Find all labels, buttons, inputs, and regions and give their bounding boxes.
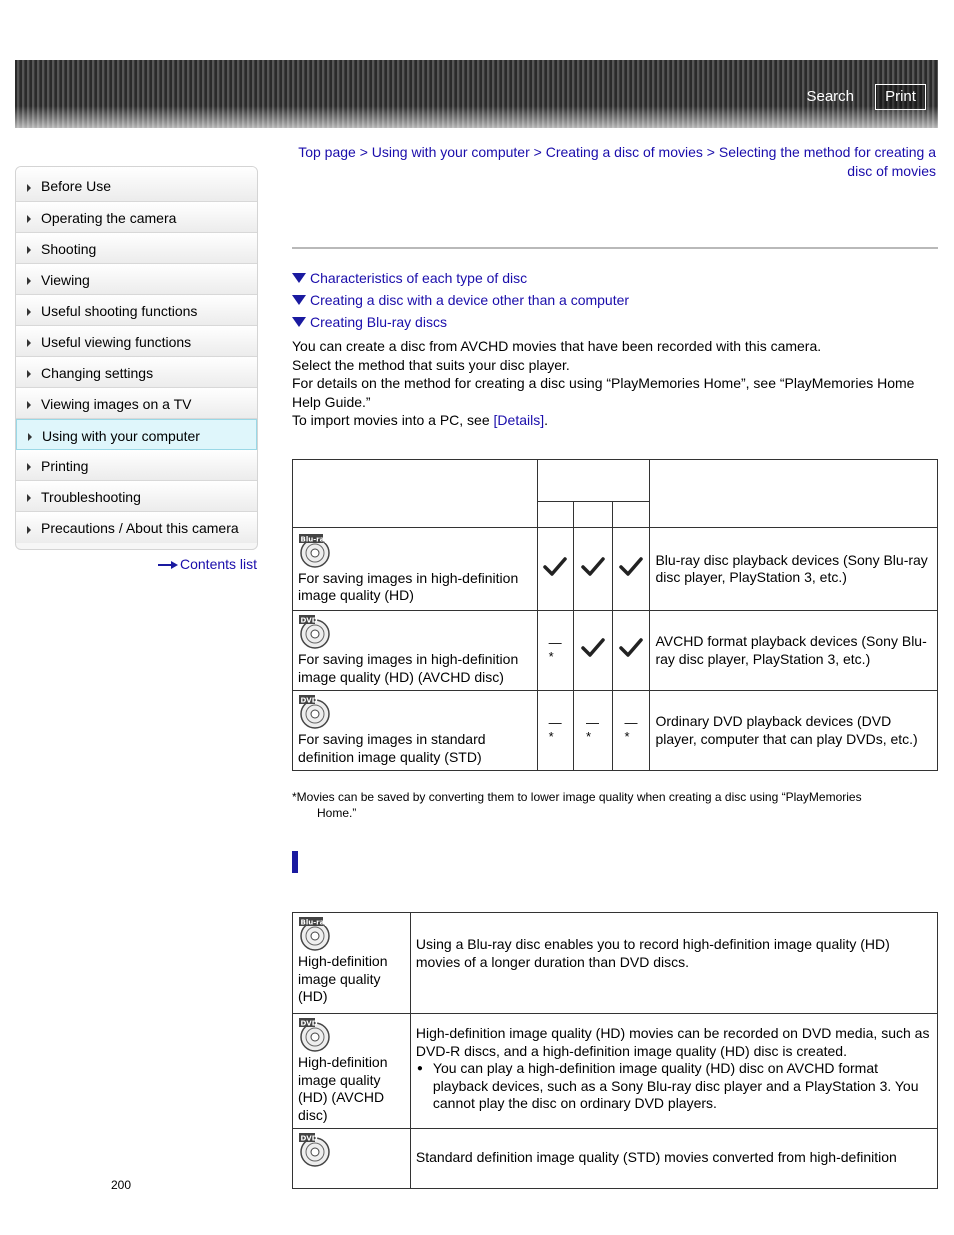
arrow-right-icon	[28, 433, 32, 441]
table-row	[293, 528, 538, 611]
arrow-right-icon	[27, 463, 31, 471]
arrow-right-icon	[158, 561, 178, 569]
arrow-right-icon	[27, 277, 31, 285]
row-description: For saving images in high-definition image quality (HD) (AVCHD disc)	[298, 651, 519, 685]
table-header-cell	[650, 460, 938, 528]
breadcrumb-separator: >	[529, 144, 546, 160]
dvd-disc-icon	[298, 695, 332, 729]
triangle-down-icon	[292, 317, 306, 327]
jump-link-characteristics[interactable]	[292, 270, 527, 286]
sidebar-item-label: Useful shooting functions	[41, 303, 198, 319]
details-link[interactable]: [Details]	[493, 412, 545, 428]
arrow-right-icon	[27, 184, 31, 192]
dash-mark	[586, 716, 599, 744]
jump-link-label: Creating a disc with a device other than a computer	[310, 292, 630, 308]
page-number: 200	[111, 1178, 132, 1192]
disc-characteristics-table	[292, 912, 938, 1189]
description-text: High-definition image quality (HD) movies can be recorded on DVD media, such as DVD-R discs, and a high-definition image quality (HD) disc is created.	[415, 1025, 930, 1059]
sidebar-item-label: Useful viewing functions	[41, 334, 192, 350]
disc-label: Blu-ray	[300, 535, 329, 543]
intro-text-prefix: To import movies into a PC, see	[292, 412, 494, 428]
arrow-right-icon	[27, 339, 31, 347]
arrow-right-icon	[27, 246, 31, 254]
jump-link-bluray[interactable]	[292, 314, 447, 330]
table-row	[293, 1014, 411, 1129]
dvd-disc-icon	[298, 1133, 332, 1167]
row-description: For saving images in standard definition image quality (STD)	[298, 731, 486, 765]
arrow-right-icon	[27, 308, 31, 316]
sidebar-item-changing-settings[interactable]	[16, 357, 257, 388]
jump-link-other-device[interactable]	[292, 292, 629, 308]
sidebar-nav	[15, 166, 258, 550]
print-button[interactable]: Print	[875, 84, 926, 110]
triangle-down-icon	[292, 295, 306, 305]
footnote	[292, 789, 932, 821]
sidebar-item-troubleshooting[interactable]	[16, 481, 257, 512]
asterisk: *	[586, 728, 592, 744]
disc-label: DVD	[300, 696, 318, 705]
dash-mark	[549, 716, 562, 744]
dash-glyph: —	[586, 714, 600, 730]
sidebar-item-before-use[interactable]	[16, 167, 257, 202]
arrow-right-icon	[27, 526, 31, 534]
checkmark-icon	[581, 556, 605, 578]
check-cell	[537, 528, 573, 611]
intro-line	[292, 411, 932, 430]
arrow-right-icon	[27, 370, 31, 378]
section-heading-bar	[292, 851, 298, 873]
jump-link-label: Creating Blu-ray discs	[310, 314, 447, 330]
disc-label: DVD	[300, 1134, 318, 1143]
check-cell	[612, 528, 650, 611]
dvd-disc-icon	[298, 1018, 332, 1052]
arrow-right-icon	[27, 494, 31, 502]
disc-description-cell: Using a Blu-ray disc enables you to record high-definition image quality (HD) movies of a longer duration than DVD discs.	[410, 913, 937, 1014]
arrow-right-icon	[27, 401, 31, 409]
jump-link-label: Characteristics of each type of disc	[310, 270, 528, 286]
disc-label: Blu-ray	[300, 918, 329, 927]
sidebar-item-computer[interactable]	[16, 419, 257, 450]
check-cell	[573, 611, 612, 691]
disc-label: DVD	[300, 1019, 318, 1028]
sidebar-item-operating[interactable]	[16, 202, 257, 233]
breadcrumb-separator: >	[702, 144, 719, 160]
asterisk: *	[548, 728, 554, 744]
disc-description-cell	[410, 1014, 937, 1129]
dash-glyph: —	[548, 634, 562, 650]
check-cell	[612, 611, 650, 691]
bluray-disc-icon	[298, 917, 332, 951]
breadcrumb-item[interactable]: Selecting the method for creating a disc of movies	[718, 144, 936, 179]
intro-text	[292, 337, 932, 430]
check-cell	[573, 528, 612, 611]
table-header-cell	[573, 502, 612, 528]
dash-cell	[537, 611, 573, 691]
disc-description-cell: Standard definition image quality (STD) movies converted from high-definition	[410, 1129, 937, 1189]
player-cell: Blu-ray disc playback devices (Sony Blu-ray disc player, PlayStation 3, etc.)	[650, 528, 938, 611]
intro-text-suffix: .	[544, 412, 548, 428]
dash-mark	[549, 636, 562, 664]
disc-type-label: High-definition image quality (HD) (AVCHD disc)	[298, 1054, 388, 1123]
dash-mark	[624, 716, 637, 744]
table-header-cell	[612, 502, 650, 528]
sidebar-item-viewing[interactable]	[16, 264, 257, 295]
contents-list-label: Contents list	[180, 556, 258, 572]
disc-label: DVD	[300, 616, 318, 625]
dash-cell	[612, 691, 650, 771]
checkmark-icon	[581, 637, 605, 659]
footnote-line: *Movies can be saved by converting them to lower image quality when creating a disc using “PlayMemories	[292, 790, 862, 804]
table-header-cell	[537, 460, 650, 502]
disc-method-table	[292, 459, 938, 771]
sidebar-item-label: Troubleshooting	[41, 489, 141, 505]
disc-type-label: High-definition image quality (HD)	[298, 953, 388, 1004]
sidebar-item-label: Changing settings	[41, 365, 154, 381]
checkmark-icon	[543, 556, 567, 578]
sidebar-item-label: Before Use	[41, 178, 112, 194]
breadcrumb-item[interactable]: Using with your computer	[371, 144, 530, 160]
sidebar-item-useful-viewing[interactable]	[16, 326, 257, 357]
bullet-item: ● You can play a high-definition image quality (HD) disc on AVCHD format playback devices, such as a Sony Blu-ray disc player and a PlayStation 3. You cannot play the disc on ordinary DVD players.	[416, 1060, 932, 1113]
table-row	[293, 913, 411, 1014]
table-row	[293, 611, 538, 691]
intro-line: For details on the method for creating a disc using “PlayMemories Home”, see “PlayMemories Home Help Guide.”	[292, 375, 915, 410]
dvd-disc-icon	[298, 615, 332, 649]
sidebar-item-label: Viewing	[41, 272, 90, 288]
breadcrumb	[290, 143, 936, 181]
checkmark-icon	[619, 556, 643, 578]
sidebar-item-printing[interactable]	[16, 450, 257, 481]
dash-cell	[537, 691, 573, 771]
sidebar-item-label: Printing	[41, 458, 89, 474]
dash-cell	[573, 691, 612, 771]
sidebar-item-label: Using with your computer	[42, 428, 200, 444]
arrow-right-icon	[27, 215, 31, 223]
sidebar-item-label: Shooting	[41, 241, 97, 257]
sidebar-item-precautions[interactable]	[16, 512, 257, 543]
footnote-line: Home.”	[317, 806, 357, 820]
header-bar	[15, 60, 938, 128]
sidebar-item-label: Operating the camera	[41, 210, 177, 226]
dash-glyph: —	[624, 714, 638, 730]
table-header-cell	[293, 460, 538, 528]
contents-list-link[interactable]	[158, 556, 257, 572]
asterisk: *	[624, 728, 630, 744]
search-link[interactable]: Search	[806, 88, 854, 105]
sidebar-item-shooting[interactable]	[16, 233, 257, 264]
dash-glyph: —	[548, 714, 562, 730]
intro-line: Select the method that suits your disc player.	[292, 356, 570, 373]
table-row	[293, 1129, 411, 1189]
asterisk: *	[548, 648, 554, 664]
sidebar-item-label: Precautions / About this camera	[41, 520, 239, 536]
sidebar-item-useful-shooting[interactable]	[16, 295, 257, 326]
intro-line: You can create a disc from AVCHD movies that have been recorded with this camera.	[292, 338, 822, 354]
bluray-disc-icon	[298, 534, 332, 568]
breadcrumb-separator: >	[355, 144, 372, 160]
table-row	[293, 691, 538, 771]
triangle-down-icon	[292, 273, 306, 283]
table-header-cell	[537, 502, 573, 528]
sidebar-item-label: Viewing images on a TV	[41, 396, 192, 412]
player-cell: Ordinary DVD playback devices (DVD player, computer that can play DVDs, etc.)	[650, 691, 938, 771]
breadcrumb-item[interactable]: Top page	[298, 144, 356, 160]
title-divider	[292, 247, 938, 249]
breadcrumb-item[interactable]: Creating a disc of movies	[545, 144, 703, 160]
checkmark-icon	[619, 637, 643, 659]
row-description: For saving images in high-definition image quality (HD)	[298, 569, 519, 603]
bullet-list	[416, 1060, 932, 1113]
player-cell: AVCHD format playback devices (Sony Blu-ray disc player, PlayStation 3, etc.)	[650, 611, 938, 691]
sidebar-item-viewing-tv[interactable]	[16, 388, 257, 419]
